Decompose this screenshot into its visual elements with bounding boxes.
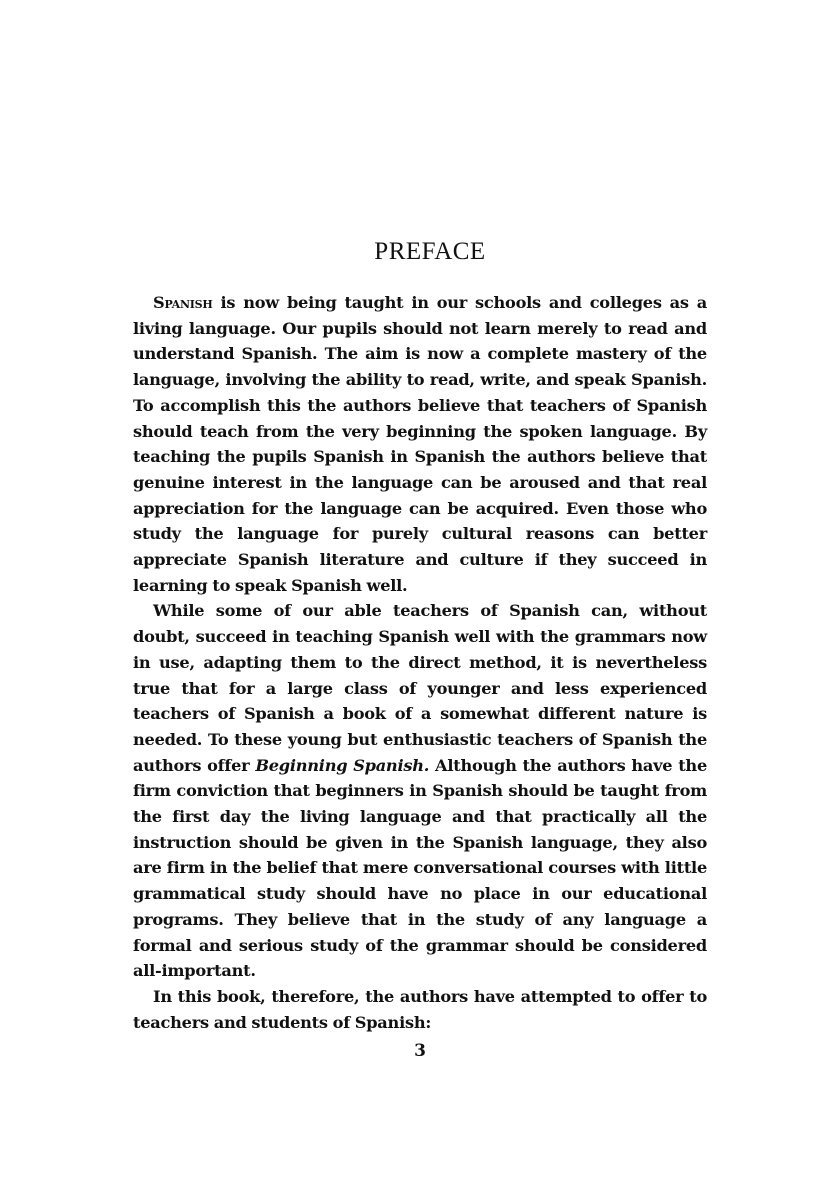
book-title: Beginning Spanish. <box>255 755 430 775</box>
paragraph-2-text-after: Although the authors have the firm conviction that beginners in Spanish should be taught from the first day the living language and that practically all the instruction should be given in the Spanish language, they also are firm in the belief that mere conversational courses with little grammatical study should have no place in our educational programs. They believe that in the study of any language a formal and serious study of the grammar should be considered all-important. <box>133 755 707 981</box>
page-title: PREFACE <box>374 238 486 265</box>
paragraph-1-lead-word: Spanish <box>153 293 213 312</box>
paragraph-1-text: is now being taught in our schools and colleges as a living language. Our pupils should not learn merely to read and understand Spanish. The aim is now a complete mastery of the language, involving the ability to read, write, and speak Spanish. To accomplish this the authors believe that teachers of Spanish should teach from the very beginning the spoken language. By teaching the pupils Spanish in Spanish the authors believe that genuine interest in the language can be aroused and that real appreciation for the language can be acquired. Even those who study the language for purely cultural reasons can better appreciate Spanish literature and culture if they succeed in learning to speak Spanish well. <box>133 293 707 595</box>
preface-body <box>133 290 707 1035</box>
paragraph-1 <box>133 290 707 598</box>
paragraph-2-text-before: While some of our able teachers of Spanish can, without doubt, succeed in teaching Spanish well with the grammars now in use, adapting them to the direct method, it is nevertheless true that for a large class of younger and less experienced teachers of Spanish a book of a somewhat different nature is needed. To these young but enthusiastic teachers of Spanish the authors offer <box>133 601 707 775</box>
paragraph-2 <box>133 598 707 984</box>
paragraph-3-text: In this book, therefore, the authors have attempted to offer to teachers and students of Spanish: <box>133 986 707 1032</box>
page-number: 3 <box>414 1041 426 1061</box>
paragraph-3 <box>133 984 707 1035</box>
